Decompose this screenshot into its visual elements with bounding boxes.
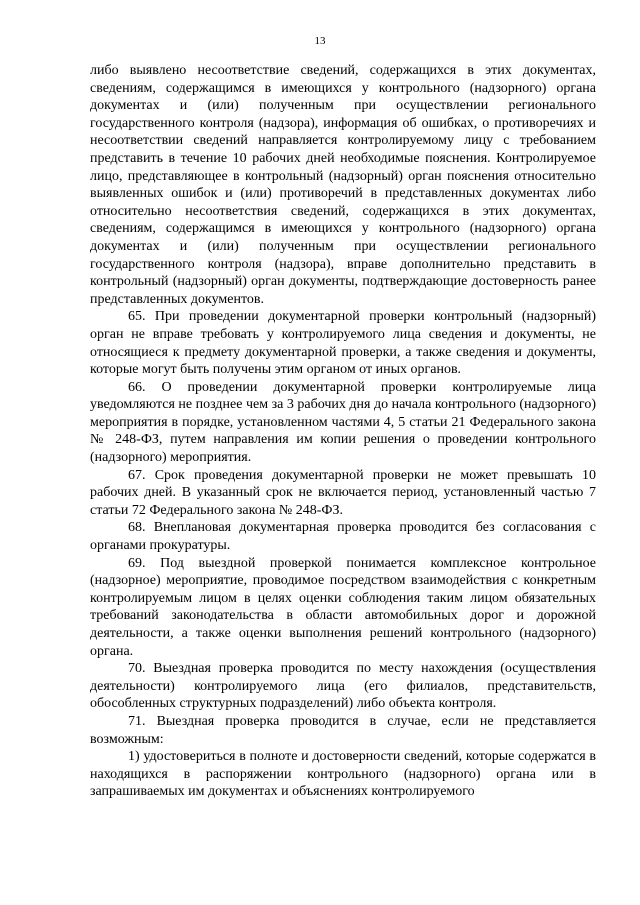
paragraph-69: 69. Под выездной проверкой понимается комплексное контрольное (надзорное) мероприятие, проводимое посредством взаимодействия с конкретным контролируемым лицом в целях оценки соблюдения таким лицом обязательных требований законодательства в области автомобильных дорог и дорожной деятельности, а также оценки выполнения решений контрольного (надзорного) органа.	[90, 555, 596, 659]
paragraph-68: 68. Внеплановая документарная проверка проводится без согласования с органами прокуратуры.	[90, 520, 596, 554]
document-body	[90, 62, 596, 801]
paragraph-71-item-1: 1) удостовериться в полноте и достоверности сведений, которые содержатся в находящихся в распоряжении контрольного (надзорного) органа или в запрашиваемых им документах и объяснениях контролируемого	[90, 749, 596, 800]
page-number: 13	[314, 35, 326, 47]
paragraph-65: 65. При проведении документарной проверки контрольный (надзорный) орган не вправе требовать у контролируемого лица сведения и документы, не относящиеся к предмету документарной проверки, а также сведения и документы, которые могут быть получены этим органом от иных органов.	[90, 309, 596, 378]
paragraph-70: 70. Выездная проверка проводится по месту нахождения (осуществления деятельности) контролируемого лица (его филиалов, представительств, обособленных структурных подразделений) либо объекта контроля.	[90, 661, 596, 712]
paragraph-71: 71. Выездная проверка проводится в случае, если не представляется возможным:	[90, 713, 596, 747]
paragraph-67: 67. Срок проведения документарной проверки не может превышать 10 рабочих дней. В указанный срок не включается период, установленный частью 7 статьи 72 Федерального закона № 248-ФЗ.	[90, 467, 596, 518]
paragraph-continuation: либо выявлено несоответствие сведений, содержащихся в этих документах, сведениям, содержащимся в имеющихся у контрольного (надзорного) органа документах и (или) полученным при осуществлении регионального государственного контроля (надзора), информация об ошибках, о противоречиях и несоответствии сведений направляется контролируемому лицу с требованием представить в течение 10 рабочих дней необходимые пояснения. Контролируемое лицо, представляющее в контрольный (надзорный) орган пояснения относительно выявленных ошибок и (или) противоречий в представленных документах либо относительно несоответствия сведений, содержащихся в этих документах, сведениям, содержащимся в имеющихся у контрольного (надзорного) органа документах и (или) полученным при осуществлении регионального государственного контроля (надзора), вправе дополнительно представить в контрольный (надзорный) орган документы, подтверждающие достоверность ранее представленных документов.	[90, 63, 596, 307]
paragraph-66: 66. О проведении документарной проверки контролируемые лица уведомляются не позднее чем за 3 рабочих дня до начала контрольного (надзорного) мероприятия в порядке, установленном частями 4, 5 статьи 21 Федерального закона № 248-ФЗ, путем направления им копии решения о проведении контрольного (надзорного) мероприятия.	[90, 379, 596, 466]
